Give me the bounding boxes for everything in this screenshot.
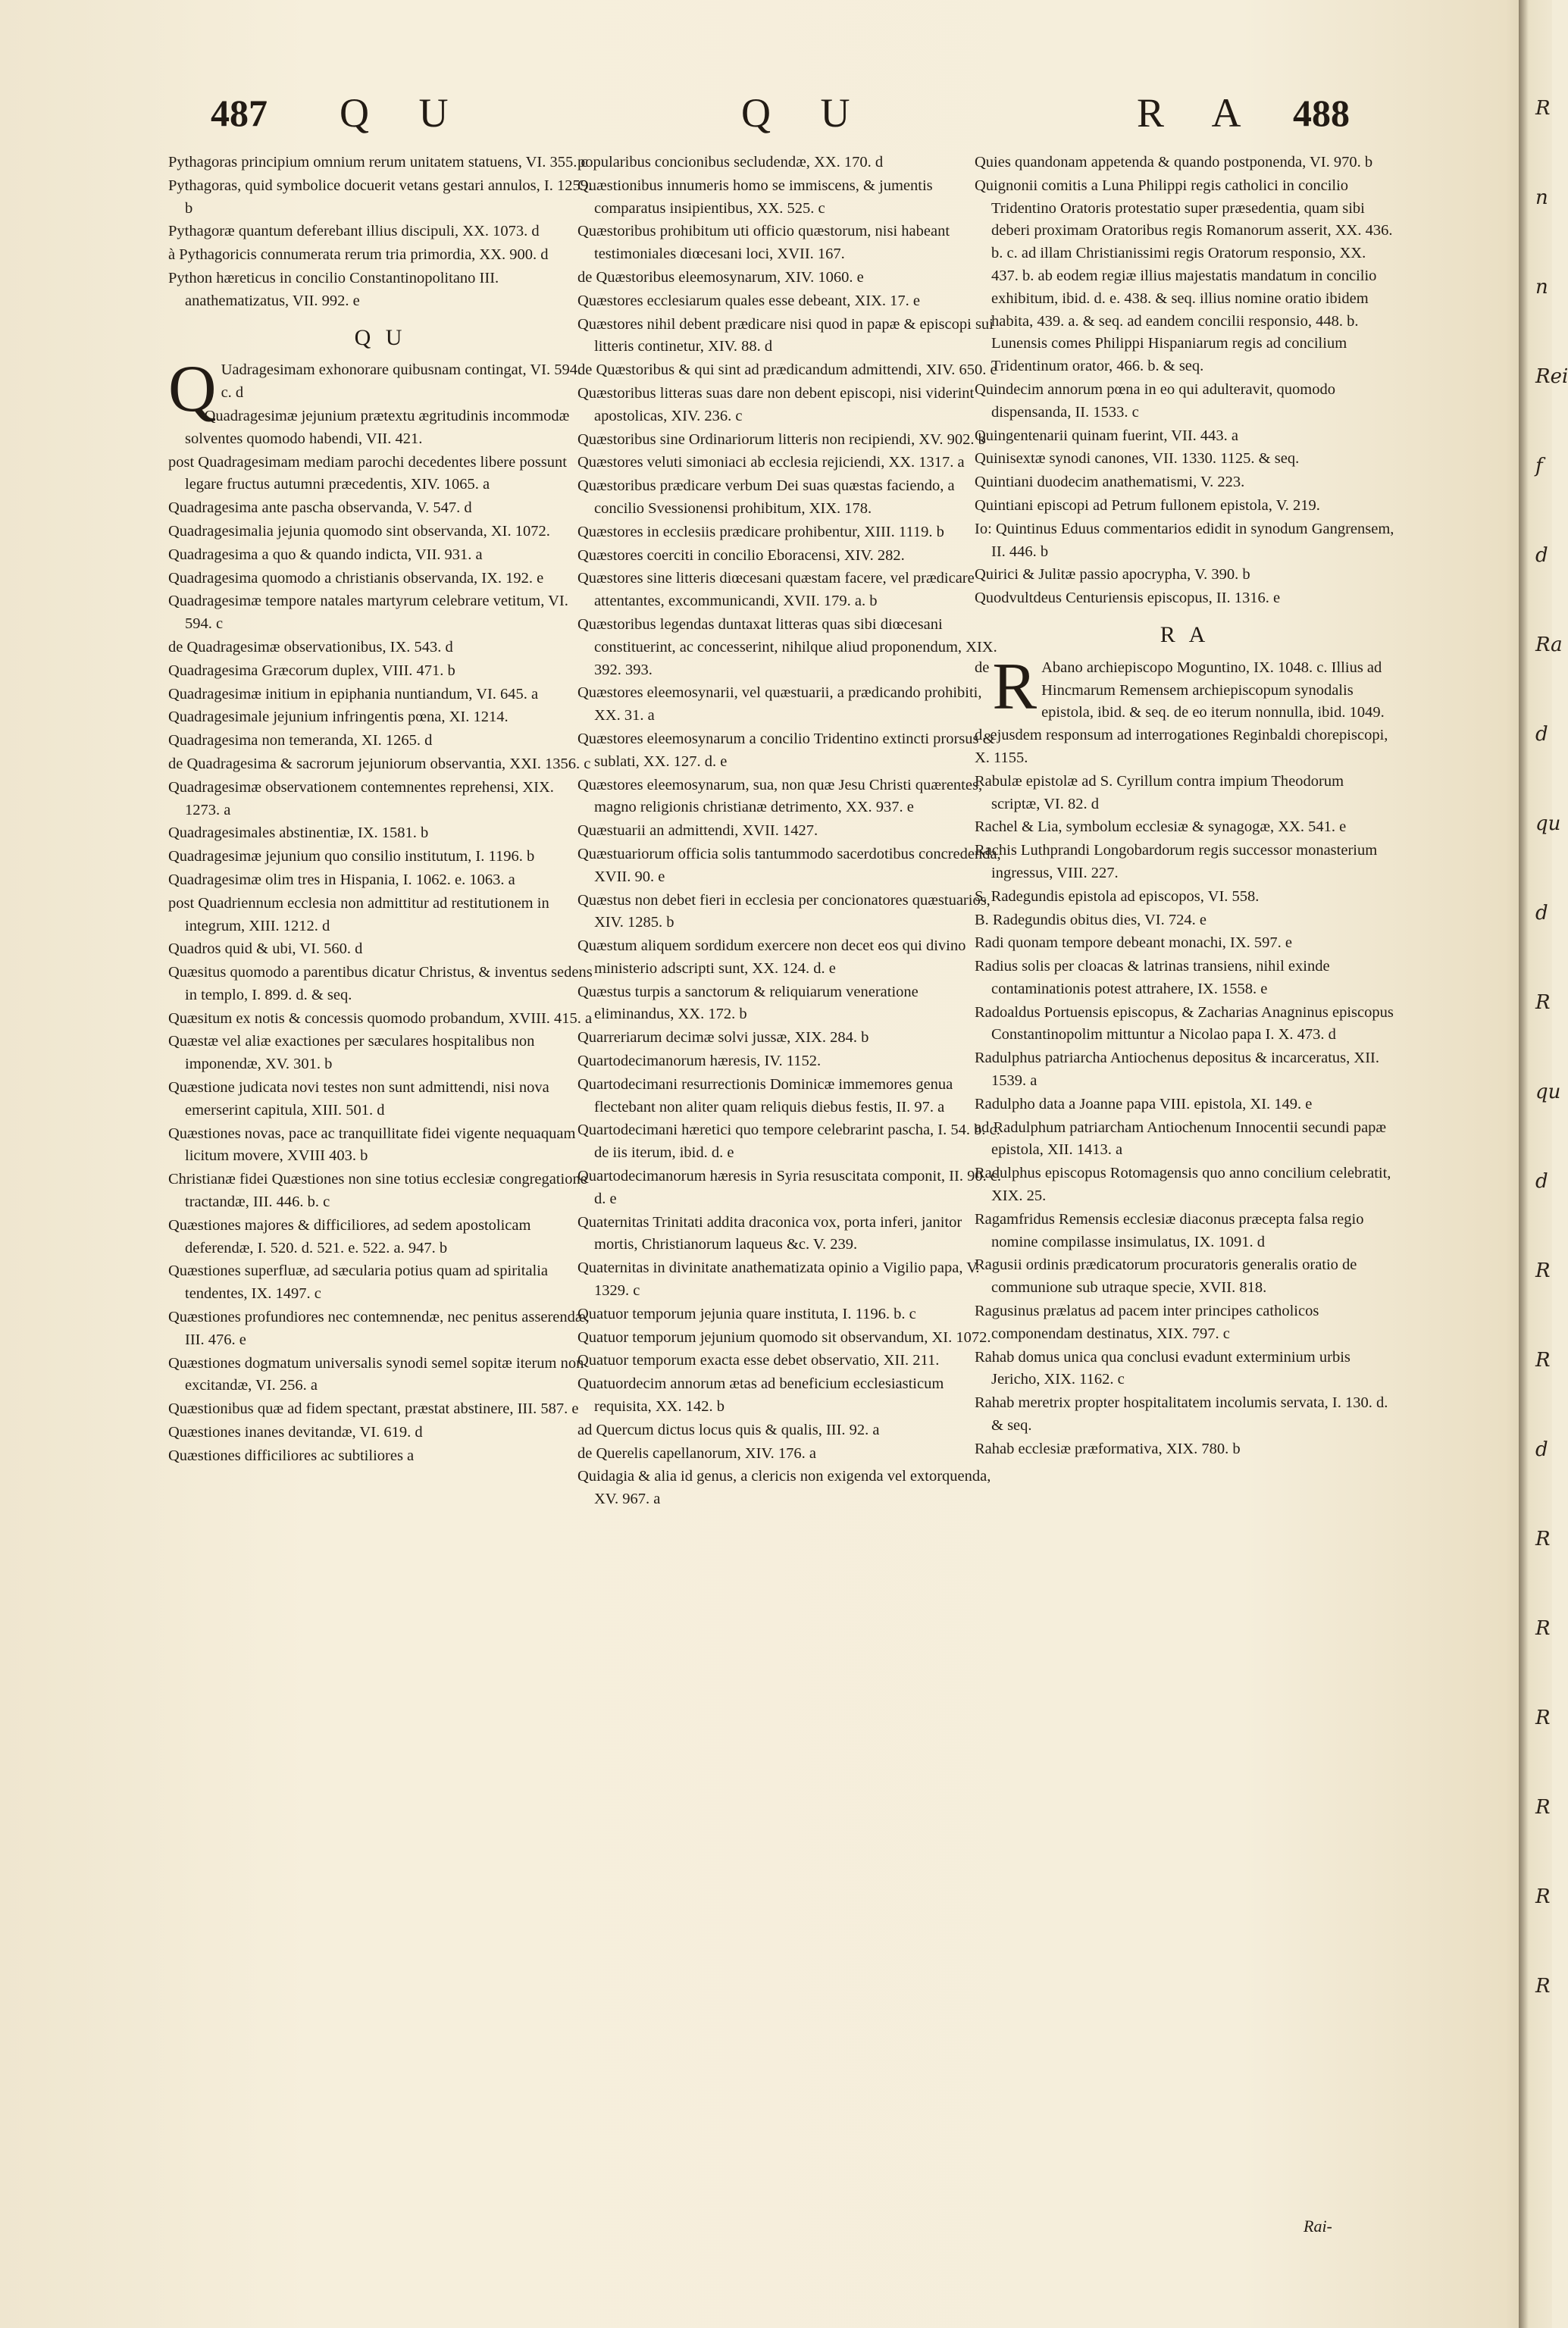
index-entry: Quæstuariorum officia solis tantummodo sacerdotibus concredenda, XVII. 90. e xyxy=(577,845,1001,885)
index-entry: Quæstores eleemosynarum a concilio Tridentino extincti prorsus & sublati, XX. 127. d. e xyxy=(577,730,995,770)
index-entry: Quæstiones novas, pace ac tranquillitate fidei vigente nequaquam licitum movere, XVIII 403. b xyxy=(168,1125,576,1165)
index-entry: Quæstæ vel aliæ exactiones per sæculares hospitalibus non imponendæ, XV. 301. b xyxy=(168,1033,535,1073)
index-entry: Rachel & Lia, symbolum ecclesiæ & synagogæ, XX. 541. e xyxy=(975,818,1347,836)
index-entry: Python hæreticus in concilio Constantinopolitano III. anathematizatus, VII. 992. e xyxy=(168,269,499,309)
index-entry: Quodvultdeus Centuriensis episcopus, II. 1316. e xyxy=(975,590,1281,607)
edge-fragment: R xyxy=(1535,991,1551,1014)
index-entry: Quadragesimæ olim tres in Hispania, I. 1062. e. 1063. a xyxy=(168,871,515,888)
index-entry: Quartodecimanorum hæresis in Syria resuscitata componit, II. 90. c. d. e xyxy=(577,1168,1002,1207)
index-column-left xyxy=(168,152,593,1469)
edge-fragment: R xyxy=(1535,1796,1551,1819)
index-entry: Quatuor temporum exacta esse debet observatio, XII. 211. xyxy=(577,1352,940,1369)
index-entry: Quartodecimanorum hæresis, IV. 1152. xyxy=(577,1053,822,1070)
edge-fragment: R xyxy=(1535,1975,1551,1998)
index-entry: Quadros quid & ubi, VI. 560. d xyxy=(168,940,363,958)
adjacent-page-edge xyxy=(1519,0,1568,2328)
index-entry: Quæstores nihil debent prædicare nisi quod in papæ & episcopi sui litteris continetur, XIV. 88. d xyxy=(577,315,994,355)
edge-fragment: R xyxy=(1535,97,1551,120)
index-entry: Quæstiones profundiores nec contemnendæ, nec penitus asserendæ, III. 476. e xyxy=(168,1309,590,1348)
edge-fragment: R xyxy=(1535,1617,1551,1640)
index-entry: Ragusinus prælatus ad pacem inter principes catholicos componendam destinatus, XIX. 797. c xyxy=(975,1303,1319,1342)
index-entry: Quæsitus quomodo a parentibus dicatur Christus, & inventus sedens in templo, I. 899. d. & seq. xyxy=(168,964,593,1003)
index-entry: Radoaldus Portuensis episcopus, & Zacharias Anagninus episcopus Constantinopolim mittuntur a Nicolao papa I. X. 473. d xyxy=(975,1003,1394,1044)
index-entry: Quæstores eleemosynarii, vel quæstuarii, a prædicando prohibiti, XX. 31. a xyxy=(577,684,982,724)
page-number-left: 487 xyxy=(211,92,268,134)
index-entry: Quæstoribus prædicare verbum Dei suas quæstas faciendo, a concilio Svessionensi prohibitum, XIX. 178. xyxy=(577,477,955,517)
index-entry: Quæstoribus legendas duntaxat litteras quas sibi diœcesani constituerint, ac concesserint, nihilque aliud proponendum, XIX. 392. 393. xyxy=(577,615,997,678)
index-entry: Quadragesimæ initium in epiphania nuntiandum, VI. 645. a xyxy=(168,685,539,702)
index-entry: Quaternitas Trinitati addita draconica vox, porta inferi, janitor mortis, Christianorum laqueus &c. V. 239. xyxy=(577,1213,962,1253)
index-entry: Quadragesimæ tempore natales martyrum celebrare vetitum, VI. 594. c xyxy=(168,593,568,633)
entry-group-pythagoras xyxy=(168,152,593,313)
edge-fragment: d xyxy=(1535,544,1548,567)
index-entry: Quinisextæ synodi canones, VII. 1330. 1125. & seq. xyxy=(975,450,1300,468)
index-entry: S. Radegundis epistola ad episcopos, VI. 558. xyxy=(975,887,1260,905)
index-column-right xyxy=(975,152,1395,1462)
index-entry: de Querelis capellanorum, XIV. 176. a xyxy=(577,1444,816,1462)
running-header xyxy=(0,91,1516,152)
edge-fragment: R xyxy=(1535,1885,1551,1908)
index-entry: Quæstoribus litteras suas dare non debent episcopi, nisi viderint apostolicas, XIV. 236. c xyxy=(577,384,975,424)
page-number-right: 488 xyxy=(1293,92,1350,134)
index-entry: Ragamfridus Remensis ecclesiæ diaconus præcepta falsa regio nomine compilasse insimulatus, IX. 1091. d xyxy=(975,1210,1364,1250)
index-entry: Radulphus patriarcha Antiochenus depositus & incarceratus, XII. 1539. a xyxy=(975,1050,1379,1090)
index-entry: Quadragesima a quo & quando indicta, VII. 931. a xyxy=(168,546,483,563)
index-entry: Quaternitas in divinitate anathematizata opinio a Vigilio papa, V. 1329. c xyxy=(577,1259,980,1300)
index-entry: Quæstiones inanes devitandæ, VI. 619. d xyxy=(168,1424,423,1441)
index-entry: Radulphus episcopus Rotomagensis quo anno concilium celebratit, XIX. 25. xyxy=(975,1165,1391,1205)
index-entry: Quadragesimæ observationem contemnentes reprehensi, XIX. 1273. a xyxy=(168,778,554,818)
index-entry: Quæstores veluti simoniaci ab ecclesia rejiciendi, XX. 1317. a xyxy=(577,454,965,471)
drop-cap-letter: R xyxy=(992,649,1038,724)
index-entry: Quadragesima Græcorum duplex, VIII. 471. b xyxy=(168,662,455,679)
index-entry: Quidagia & alia id genus, a clericis non exigenda vel extorquenda, XV. 967. a xyxy=(577,1468,991,1508)
entry-list xyxy=(168,405,593,1468)
index-entry: Quadragesimalia jejunia quomodo sint observanda, XI. 1072. xyxy=(168,522,550,540)
index-entry: Quies quandonam appetenda & quando postponenda, VI. 970. b xyxy=(975,154,1373,171)
index-entry: Quadragesimales abstinentiæ, IX. 1581. b xyxy=(168,824,429,842)
index-entry: Rabulæ epistolæ ad S. Cyrillum contra impium Theodorum scriptæ, VI. 82. d xyxy=(975,772,1344,812)
index-entry: Quæstores in ecclesiis prædicare prohibentur, XIII. 1119. b xyxy=(577,523,944,540)
index-entry: Quæstiones superfluæ, ad sæcularia potius quam ad spiritalia tendentes, IX. 1497. c xyxy=(168,1263,549,1303)
index-column-center xyxy=(577,152,1002,1512)
index-entry: Quatuordecim annorum ætas ad beneficium ecclesiasticum requisita, XX. 142. b xyxy=(577,1375,944,1416)
edge-fragment: n xyxy=(1535,186,1548,209)
index-entry: Pythagoras, quid symbolice docuerit vetans gestari annulos, I. 1259. b xyxy=(168,177,593,217)
index-entry: Quartodecimani resurrectionis Dominicæ immemores genua flectebant non aliter quam reliquis diebus festis, II. 97. a xyxy=(577,1075,953,1116)
index-entry: Radi quonam tempore debeant monachi, IX. 597. e xyxy=(975,934,1292,952)
index-entry: ad Radulphum patriarcham Antiochenum Innocentii secundi papæ epistola, XII. 1413. a xyxy=(975,1119,1387,1159)
edge-fragment: R xyxy=(1535,1528,1551,1550)
index-entry: Rahab ecclesiæ præformativa, XIX. 780. b xyxy=(975,1440,1241,1457)
edge-fragment: d xyxy=(1535,723,1548,746)
edge-fragment: R xyxy=(1535,1707,1551,1729)
drop-cap-letter: Q xyxy=(168,352,217,427)
index-entry: Quadragesimæ jejunium prætextu ægritudinis incommodæ solventes quomodo habendi, VII. 421. xyxy=(185,407,570,447)
index-entry-text: Uadragesimam exhonorare quibusnam contingat, VI. 594. c. d xyxy=(221,361,582,402)
index-entry: Radius solis per cloacas & latrinas transiens, nihil exinde contaminationis potest attrahere, IX. 1558. e xyxy=(975,958,1330,997)
index-entry: de Quæstoribus eleemosynarum, XIV. 1060. e xyxy=(577,268,864,286)
edge-fragment: R xyxy=(1535,1349,1551,1372)
index-entry: Quintiani episcopi ad Petrum fullonem epistola, V. 219. xyxy=(975,496,1320,514)
running-head-right: R A xyxy=(1137,90,1261,136)
index-entry: à Pythagoricis connumerata rerum tria primordia, XX. 900. d xyxy=(168,246,549,264)
index-entry: B. Radegundis obitus dies, VI. 724. e xyxy=(975,911,1207,928)
index-entry: Rahab meretrix propter hospitalitatem incolumis servata, I. 130. d. & seq. xyxy=(975,1394,1388,1435)
index-entry: Pythagoræ quantum deferebant illius discipuli, XX. 1073. d xyxy=(168,223,540,240)
index-entry: Quadragesima quomodo a christianis observanda, IX. 192. e xyxy=(168,569,544,587)
section-heading-qu: Q U xyxy=(354,324,407,350)
index-entry: Quignonii comitis a Luna Philippi regis catholici in concilio Tridentino Oratoris protestatio super præsedentia, quam sibi deberi proximam Oratoribus regis Romanorum asserit, XX. 436. b. c. ad illam Christianissimi regis Oratorum responsio, XX. 437. b. ab eodem regiæ illius majestatis mandatum in concilio exhibitum, ibid. d. e. 438. & seq. illius nomine oratio ibidem habita, 439. a. & seq. ad eandem concilii responsio, 448. b. Lunensis comes Philippi Hispaniarum regis ad concilium Tridentinum orator, 466. b. & seq. xyxy=(975,177,1393,375)
index-entry: Quæsitum ex notis & concessis quomodo probandum, XVIII. 415. a xyxy=(168,1009,593,1027)
index-entry: Quatuor temporum jejunium quomodo sit observandum, XI. 1072. xyxy=(577,1328,991,1346)
index-entry: Quæstiones difficiliores ac subtiliores a xyxy=(168,1447,415,1464)
edge-fragment: qu xyxy=(1535,812,1561,835)
index-entry: Quingentenarii quinam fuerint, VII. 443. a xyxy=(975,427,1239,444)
index-entry: Quæstus non debet fieri in ecclesia per concionatores quæstuarios, XIV. 1285. b xyxy=(577,891,991,931)
index-entry: Quintiani duodecim anathematismi, V. 223. xyxy=(975,474,1245,491)
index-entry: Rachis Luthprandi Longobardorum regis successor monasterium ingressus, VIII. 227. xyxy=(975,842,1378,881)
index-entry: Quæstores coerciti in concilio Eboracensi, XIV. 282. xyxy=(577,546,905,564)
index-entry: Quæstum aliquem sordidum exercere non decet eos qui divino ministerio adscripti sunt, XX. 124. d. e xyxy=(577,937,966,977)
index-entry: Quindecim annorum pœna in eo qui adulteravit, quomodo dispensanda, II. 1533. c xyxy=(975,380,1335,421)
index-entry: Quæstuarii an admittendi, XVII. 1427. xyxy=(577,822,818,840)
index-entry: post Quadriennum ecclesia non admittitur ad restitutionem in integrum, XIII. 1212. d xyxy=(168,894,549,934)
index-entry: Quarreriarum decimæ solvi jussæ, XIX. 284. b xyxy=(577,1029,869,1047)
index-entry: Quadragesima non temeranda, XI. 1265. d xyxy=(168,732,433,749)
index-entry: Io: Quintinus Eduus commentarios edidit in synodum Gangrensem, II. 446. b xyxy=(975,520,1394,560)
index-entry: de Quadragesimæ observationibus, IX. 543. d xyxy=(168,638,453,656)
index-entry: Quæstione judicata novi testes non sunt admittendi, nisi nova emerserint capitula, XIII. 501. d xyxy=(168,1079,549,1119)
edge-fragment: f xyxy=(1535,455,1543,477)
index-entry: Rahab domus unica qua conclusi evadunt exterminium urbis Jericho, XIX. 1162. c xyxy=(975,1348,1350,1388)
index-entry: Quæstores ecclesiarum quales esse debeant, XIX. 17. e xyxy=(577,292,920,309)
index-entry: popularibus concionibus secludendæ, XX. 170. d xyxy=(577,154,884,171)
index-entry: de Quadragesima & sacrorum jejuniorum observantia, XXI. 1356. c xyxy=(168,755,591,772)
index-entry: Quirici & Julitæ passio apocrypha, V. 390. b xyxy=(975,566,1250,584)
entry-group-qu-end xyxy=(975,152,1395,610)
catchword: Rai- xyxy=(1304,2217,1332,2236)
edge-fragment: Ra xyxy=(1535,634,1563,656)
index-entry: Quæstoribus sine Ordinariorum litteris non recipiendi, XV. 902. b xyxy=(577,430,986,448)
index-entry: Quartodecimani hæretici quo tempore celebrarint pascha, I. 54. b. c. de iis iterum, ibid. d. e xyxy=(577,1122,1000,1162)
index-entry: Quadragesima ante pascha observanda, V. 547. d xyxy=(168,499,472,517)
index-entry-first xyxy=(975,649,1395,770)
running-head-left: Q U xyxy=(340,90,468,136)
index-entry: post Quadragesimam mediam parochi decedentes libere possunt legare fructus autumni præcedentis, XIV. 1065. a xyxy=(168,453,568,493)
index-entry: ad Quercum dictus locus quis & qualis, III. 92. a xyxy=(577,1421,880,1438)
index-entry: Quæstoribus prohibitum uti officio quæstorum, nisi habeant testimoniales diœcesani loci, XVII. 167. xyxy=(577,223,950,263)
edge-fragment: d xyxy=(1535,1438,1548,1461)
index-entry: Quæstiones majores & difficiliores, ad sedem apostolicam deferendæ, I. 520. d. 521. e. 522. a. 947. b xyxy=(168,1216,531,1256)
entry-list xyxy=(975,771,1395,1461)
index-entry: Quadragesimale jejunium infringentis pœna, XI. 1214. xyxy=(168,709,509,726)
index-entry: Christianæ fidei Quæstiones non sine totius ecclesiæ congregatione tractandæ, III. 446. b. c xyxy=(168,1171,587,1211)
index-entry: Pythagoras principium omnium rerum unitatem statuens, VI. 355. c xyxy=(168,154,588,171)
edge-fragment: n xyxy=(1535,276,1548,299)
index-entry: Radulpho data a Joanne papa VIII. epistola, XI. 149. e xyxy=(975,1095,1313,1112)
edge-fragment: qu xyxy=(1535,1081,1561,1103)
index-entry: Quæstores sine litteris diœcesani quæstam facere, vel prædicare attentantes, excommunicandi, XVII. 179. a. b xyxy=(577,570,975,610)
index-entry: Quadragesimæ jejunium quo consilio institutum, I. 1196. b xyxy=(168,848,535,865)
running-head-center: Q U xyxy=(741,90,870,136)
index-entry: Quæstores eleemosynarum, sua, non quæ Jesu Christi quærentes, magno religionis christianæ detrimento, XX. 937. e xyxy=(577,776,983,816)
edge-fragment: d xyxy=(1535,1170,1548,1193)
index-entry-text: Abano archiepiscopo Moguntino, IX. 1048. c. Illius ad Hincmarum Remensem archiepiscopum synodalis epistola, ibid. & seq. de eo iterum nonnulla, ibid. 1049. d. ejusdem responsum ad interrogationes Reginbaldi chorepiscopi, X. 1155. xyxy=(975,659,1388,766)
edge-fragment: R xyxy=(1535,1259,1551,1282)
section-heading-ra: R A xyxy=(1160,621,1210,647)
entry-list xyxy=(577,152,1002,1511)
index-entry: Quæstus turpis a sanctorum & reliquiarum veneratione eliminandus, XX. 172. b xyxy=(577,983,919,1023)
index-entry: Quæstionibus quæ ad fidem spectant, præstat abstinere, III. 587. e xyxy=(168,1400,579,1418)
index-entry: de Quæstoribus & qui sint ad prædicandum admittendi, XIV. 650. e xyxy=(577,361,997,379)
index-entry: Quæstionibus innumeris homo se immiscens, & jumentis comparatus insipientibus, XX. 525. c xyxy=(577,177,933,217)
edge-fragment: d xyxy=(1535,902,1548,925)
index-entry: Ragusii ordinis prædicatorum procuratoris generalis oratio de communione sub utraque specie, XVII. 818. xyxy=(975,1256,1357,1297)
index-entry: Quatuor temporum jejunia quare instituta, I. 1196. b. c xyxy=(577,1305,916,1322)
index-entry: Quæstiones dogmatum universalis synodi semel sopitæ iterum non excitandæ, VI. 256. a xyxy=(168,1354,584,1394)
entry-prefix: de xyxy=(975,659,990,676)
edge-fragment: Rei xyxy=(1535,365,1568,388)
